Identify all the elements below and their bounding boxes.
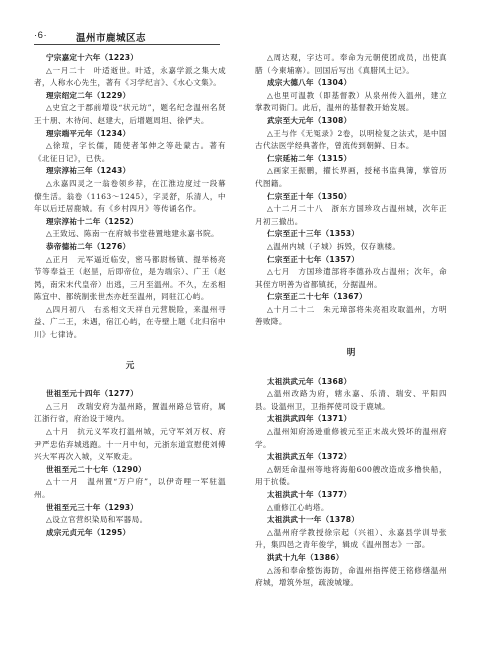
- entry-body-text: △七月 方国珍遣部将李德孙攻占温州；次年，命其侄方明善为省都镇抚，分据温州。: [255, 267, 447, 289]
- chronicle-entry: [255, 291, 447, 329]
- entry-body-text: △重修江心屿塔。: [267, 502, 329, 512]
- chronicle-entry: [34, 90, 226, 128]
- entry-body-text: △十月 抗元义军攻打温州城，元守军刘万权、府尹严忠佑弃城逃跑。十一月中旬，元浙东道宣慰使刘傅兴大军再次入城，义军败走。: [34, 427, 226, 462]
- chronicle-entry: [255, 552, 447, 590]
- entry-body-text: △温州知府汤逊重修被元至正末战火毁坏的温州府学。: [255, 427, 447, 449]
- entry-date-heading: 太祖洪武十一年（1378）: [267, 515, 360, 525]
- chronicle-entry: [255, 254, 447, 292]
- chronicle-entry: [255, 489, 447, 514]
- entry-body-text: △温州府学教授徐宗起（兴祖）、永嘉县学训导张升，集四邑之青年俊学，辑成《温州图志》一部。: [255, 527, 447, 550]
- header-rule: [34, 44, 220, 45]
- entry-date-heading: 仁宗至正十年（1350）: [267, 191, 352, 201]
- entry-body-text: △王与作《无冤录》2卷，以明检复之法式，是中国古代法医学经典著作，曾流传到朝鲜、日本。: [255, 128, 447, 151]
- entry-date-heading: 理宗淳祐三年（1243）: [46, 166, 131, 176]
- entry-date-heading: 太祖洪武四年（1371）: [267, 414, 352, 424]
- chronicle-entry: [255, 115, 447, 153]
- entry-date-heading: 洪武十九年（1386）: [267, 552, 344, 562]
- chronicle-entry: [34, 216, 226, 241]
- chronicle-entry: [255, 451, 447, 489]
- chronicle-entry: [34, 502, 226, 527]
- entry-date-heading: 理宗端平元年（1234）: [46, 128, 131, 138]
- chronicle-entry: [255, 514, 447, 552]
- entry-body-text: △画家王振鹏，擢长界画，授秘书监典簿，掌管历代图籍。: [255, 166, 447, 188]
- entry-body-text: △也里可温教（即基督教）从泉州传入温州，建立掌教司衙门。此后，温州的基督教开始发展。: [255, 90, 447, 113]
- entry-body-text: △十二月二十八 浙东方国珍攻占温州城，次年正月初三撤出。: [255, 204, 447, 226]
- entry-date-heading: 理宗绍定二年（1229）: [46, 90, 131, 100]
- entry-date-heading: 武宗至大元年（1308）: [267, 115, 352, 125]
- entry-body-text: △汤和奉命整饬海防，命温州指挥使王铭修缮温州府城，增筑外垣，疏浚城壕。: [255, 565, 447, 588]
- entry-date-heading: 恭帝德祐二年（1276）: [46, 241, 131, 251]
- era-heading-ming: 明: [346, 348, 356, 359]
- entry-body-text: △王致远、陈南一在府城书堂巷置地建永嘉书院。: [46, 229, 220, 239]
- entry-date-heading: 太祖洪武五年（1372）: [267, 452, 352, 462]
- entry-body-text: △史宜之于郡前增设“状元坊”，题名纪念温州名贤王十朋、木待问、赵建大，后增题周坦、徐俨夫。: [34, 103, 226, 125]
- entry-body-text: △四月初八 右丞相文天祥自元营脱险，来温州寻益、广二王，未遇，宿江心屿，在寺壁上题《北归宿中川》七律诗。: [34, 304, 226, 340]
- chronicle-entry: [255, 191, 447, 229]
- entry-body-text: △温州内城（子城）拆毁，仅存谯楼。: [267, 241, 401, 251]
- chronicle-entry: [34, 52, 226, 90]
- chronicle-entry: [255, 413, 447, 451]
- entry-body-text: △周达观，字达可。奉命为元朝使团成员，出使真腊（今柬埔寨）。回国后写出《真腊风土记》。: [255, 53, 447, 75]
- chronicle-entry: [34, 304, 226, 342]
- entry-date-heading: 太祖洪武十年（1377）: [267, 490, 352, 499]
- entry-list-ming: [255, 376, 447, 590]
- chronicle-entry: [34, 426, 226, 464]
- right-column: [255, 52, 447, 590]
- entry-date-heading: 成宗元贞元年（1295）: [46, 527, 131, 537]
- entry-date-heading: 世祖至元三十年（1293）: [46, 502, 139, 512]
- entry-date-heading: 成宗大德八年（1304）: [267, 78, 352, 88]
- chronicle-entry: [255, 153, 447, 191]
- entry-list-yuan-cont: [255, 52, 447, 329]
- chronicle-entry: [34, 165, 226, 215]
- entry-body-text: △永嘉四灵之一翁卷领乡荐，在江淮边度过一段幕僚生活。翁卷（1163～1245），字灵舒，乐清人，中年以后迁居鹿城。有《乡村四月》等传诵名作。: [34, 178, 226, 214]
- entry-date-heading: 太祖洪武元年（1368）: [267, 376, 352, 386]
- entry-body-text: △十月二十二 朱元璋部将朱亮祖攻取温州，方明善败降。: [255, 304, 447, 327]
- chronicle-entry: [34, 464, 226, 502]
- entry-body-text: △温州改路为府，辖永嘉、乐清、瑞安、平阳四县。设温州卫，卫指挥使司设于鹿城。: [255, 389, 447, 411]
- entry-body-text: △一月二十 叶适逝世。叶适，永嘉学派之集大成者，人称水心先生，著有《习学纪言》、《水心文集》。: [34, 65, 226, 88]
- entry-body-text: △朝廷命温州等地将海船600艘改造成多橹快船，用于抗倭。: [255, 464, 447, 487]
- chronicle-entry: [34, 128, 226, 166]
- era-heading-yuan: 元: [125, 360, 135, 371]
- entry-body-text: △设立官营织染局和军器局。: [46, 515, 148, 525]
- entry-body-text: △徐瑄，字长儒，随使者邹伸之等赴蒙古。著有《北征日记》，已佚。: [34, 141, 226, 163]
- entry-date-heading: 仁宗至正二十七年（1367）: [267, 292, 367, 302]
- chronicle-entry: [255, 77, 447, 115]
- chronicle-entry: [255, 228, 447, 253]
- running-title: 温州市鹿城区志: [76, 33, 147, 44]
- entry-date-heading: 世祖至元二十七年（1290）: [46, 464, 146, 474]
- chronicle-entry: [255, 376, 447, 414]
- chronicle-entry: [34, 241, 226, 304]
- entry-body-text: △三月 改瑞安府为温州路，置温州路总管府，属江浙行省，府治设于境内。: [34, 401, 226, 424]
- chronicle-entry: [34, 527, 226, 540]
- entry-date-heading: 仁宗至正十七年（1357）: [267, 254, 360, 264]
- chronicle-entry: [34, 388, 226, 426]
- chronicle-entry: [255, 52, 447, 77]
- entry-body-text: △十一月 温州置“万户府”，以伊奇哩一军驻温州。: [34, 477, 226, 499]
- page-number: ·6·: [34, 30, 48, 41]
- entry-date-heading: 仁宗延祐二年（1315）: [267, 153, 352, 163]
- entry-date-heading: 仁宗至正十三年（1353）: [267, 229, 360, 239]
- left-column: [34, 52, 226, 539]
- entry-list-song: [34, 52, 226, 342]
- entry-body-text: △正月 元军逼近临安，密马都尉杨镇、提举杨亮节等奉益王（赵昰，后即帝位，是为端宗）、广王（赵昺，南宋末代皇帝）出逃，三月至温州。不久，左丞相陈宜中、都统制张世杰亦赶至温州，同驻江心屿。: [34, 254, 226, 302]
- entry-list-yuan: [34, 388, 226, 539]
- entry-date-heading: 理宗淳祐十二年（1252）: [46, 216, 139, 226]
- entry-date-heading: 宁宗嘉定十六年（1223）: [46, 53, 139, 62]
- entry-date-heading: 世祖至元十四年（1277）: [46, 389, 139, 399]
